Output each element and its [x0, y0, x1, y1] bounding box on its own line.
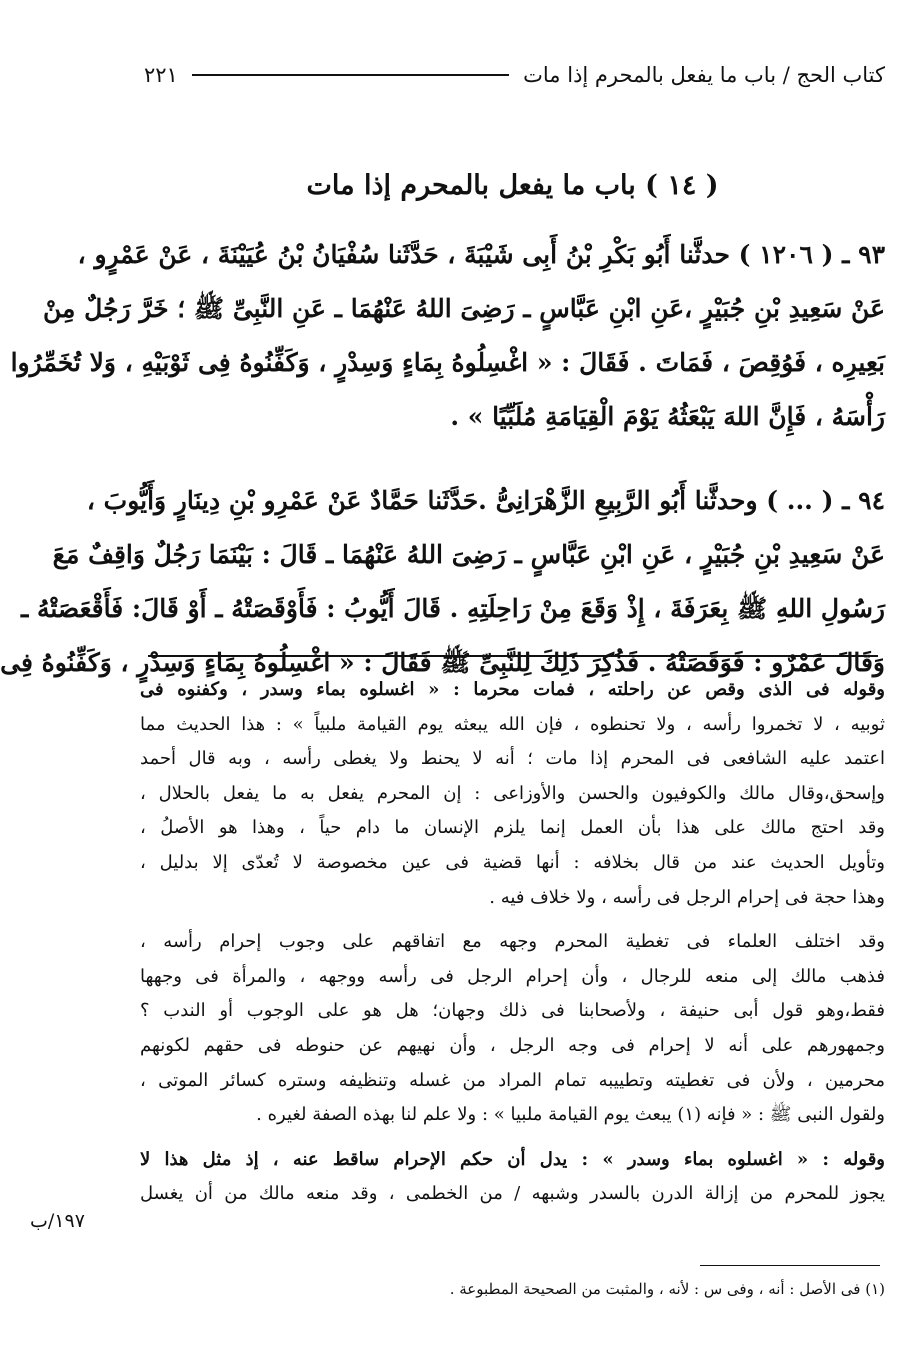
running-header — [140, 58, 885, 92]
commentary — [140, 673, 885, 1212]
running-header-title: كتاب الحج / باب ما يفعل بالمحرم إذا مات — [523, 63, 885, 87]
commentary-lead: وقوله فى الذى وقص عن راحلته ، فمات محرما : « اغسلوه بماء وسدر ، وكفنوه فى — [140, 679, 885, 700]
commentary-paragraph — [140, 925, 885, 1133]
commentary-line: فقط،وهو قول أبى حنيفة ، ولأصحابنا فى ذلك وجهان؛ هل هو على الوجوب أو الندب ؟ — [140, 1000, 885, 1022]
chapter-heading: ( ١٤ ) باب ما يفعل بالمحرم إذا مات — [306, 170, 719, 201]
hadith-line: ٩٤ ـ ( ... ) وحدثَّنا أَبُو الرَّبِيعِ الزَّهْرَانِىُّ .حَدَّثَنا حَمَّادٌ عَنْ عَمْرِو بْنِ دِينَارٍ وَأَيُّوبَ ، — [86, 486, 885, 515]
hadith-93 — [10, 228, 885, 444]
hadith-line: ٩٣ ـ ( ١٢٠٦ ) حدثَّنا أَبُو بَكْرِ بْنُ أَبِى شَيْبَةَ ، حَدَّثَنا سُفْيَانُ بْنُ عُيَيْنَةَ ، عَنْ عَمْرٍو ، — [77, 240, 885, 269]
commentary-line: وهذا حجة فى إحرام الرجل فى رأسه ، ولا خلاف فيه . — [489, 886, 885, 908]
hadith-line: رَأْسَهُ ، فَإِنَّ اللهَ يَبْعَثُهُ يَوْمَ الْقِيَامَةِ مُلَبِّيًا » . — [450, 402, 885, 431]
commentary-paragraph — [140, 673, 885, 915]
commentary-line: محرمين ، ولأن فى تغطيته وتطييبه تمام المراد من غسله وتنظيفه وستره كسائر الموتى ، — [140, 1069, 885, 1091]
commentary-line: اعتمد عليه الشافعى فى المحرم إذا مات ؛ أنه لا يحنط ولا يغطى رأسه ، وبه قال أحمد — [140, 748, 885, 770]
commentary-paragraph — [140, 1143, 885, 1212]
hadith-line: عَنْ سَعِيدِ بْنِ جُبَيْرٍ ،عَنِ ابْنِ عَبَّاسٍ ـ رَضِىَ اللهُ عَنْهُمَا ـ عَنِ النَّبِىِّ ﷺ ؛ خَرَّ رَجُلٌ مِنْ — [43, 294, 885, 323]
hadith-line: بَعِيرِه ، فَوُقِصَ ، فَمَاتَ . فَقَالَ : « اغْسِلُوهُ بِمَاءٍ وَسِدْرٍ ، وَكَفِّنُوهُ فِى ثَوْبَيْهِ ، وَلا تُخَمِّرُوا — [10, 348, 885, 377]
commentary-line: وإسحق،وقال مالك والكوفيون والحسن والأوزاعى : إن المحرم يفعل به ما يفعل بالحلال ، — [140, 782, 885, 804]
commentary-line: ثوبيه ، لا تخمروا رأسه ، ولا تحنطوه ، فإن الله يبعثه يوم القيامة ملبياً » : هذا الحديث مما — [140, 713, 885, 735]
commentary-line: وقد احتج مالك على هذا بأن العمل إنما يلزم الإنسان ما دام حياً ، وهذا هو الأصلُ ، — [140, 817, 885, 839]
hadith-line: رَسُولِ اللهِ ﷺ بِعَرَفَةَ ، إِذْ وَقَعَ مِنْ رَاحِلَتِهِ . قَالَ أَيُّوبُ : فَأَوْقَصَتْهُ ـ أَوْ قَالَ: فَأَقْعَصَتْهُ ـ — [20, 594, 885, 623]
commentary-line: فذهب مالك إلى منعه للرجال ، وأن إحرام الرجل فى رأسه ووجهه ، والمرأة فى وجهها — [140, 965, 885, 987]
page-number: ٢٢١ — [144, 63, 178, 87]
hadith-line: وَقَالَ عَمْرٌو : فَوَقَصَتْهُ . فَذُكِرَ ذَلِكَ لِلنَّبِىِّ ﷺ فَقَالَ : « اغْسِلُوهُ بِمَاءٍ وَسِدْرٍ ، وَكَفِّنُوهُ فِى — [0, 648, 885, 677]
hadith-line: عَنْ سَعِيدِ بْنِ جُبَيْرٍ ، عَنِ ابْنِ عَبَّاسٍ ـ رَضِىَ اللهُ عَنْهُمَا ـ قَالَ : بَيْنَمَا رَجُلٌ وَاقِفٌ مَعَ — [52, 540, 885, 569]
commentary-lead: وقوله : « اغسلوه بماء وسدر » : يدل أن حكم الإحرام ساقط عنه ، إذ مثل هذا لا — [140, 1148, 885, 1170]
header-rule — [192, 74, 509, 76]
commentary-line: وتأويل الحديث عند من قال بخلافه : أنها قضية فى عين مخصوصة لا تُعدّى إلا بدليل ، — [140, 851, 885, 873]
commentary-line: وجمهورهم على أنه لا إحرام فى وجه الرجل ، وأن نهيهم عن حنوطه فى حقهم لكونهم — [140, 1034, 885, 1056]
footnote: (١) فى الأصل : أنه ، وفى س : لأنه ، والمثبت من الصحيحة المطبوعة . — [449, 1280, 885, 1298]
commentary-line: وقد اختلف العلماء فى تغطية المحرم وجهه مع اتفاقهم على وجوب إحرام رأسه ، — [140, 931, 885, 953]
commentary-line: يجوز للمحرم من إزالة الدرن بالسدر وشبهه / من الخطمى ، وقد منعه مالك من أن يغسل — [140, 1183, 885, 1205]
hadith-text — [0, 228, 885, 690]
section-divider — [148, 655, 878, 657]
hadith-94 — [0, 474, 885, 690]
manuscript-folio-note: ١٩٧/ب — [30, 1210, 85, 1232]
footnote-rule — [700, 1265, 880, 1266]
commentary-line: ولقول النبى ﷺ : « فإنه (١) يبعث يوم القيامة ملبيا » : ولا علم لنا بهذه الصفة لغيره . — [256, 1104, 885, 1126]
